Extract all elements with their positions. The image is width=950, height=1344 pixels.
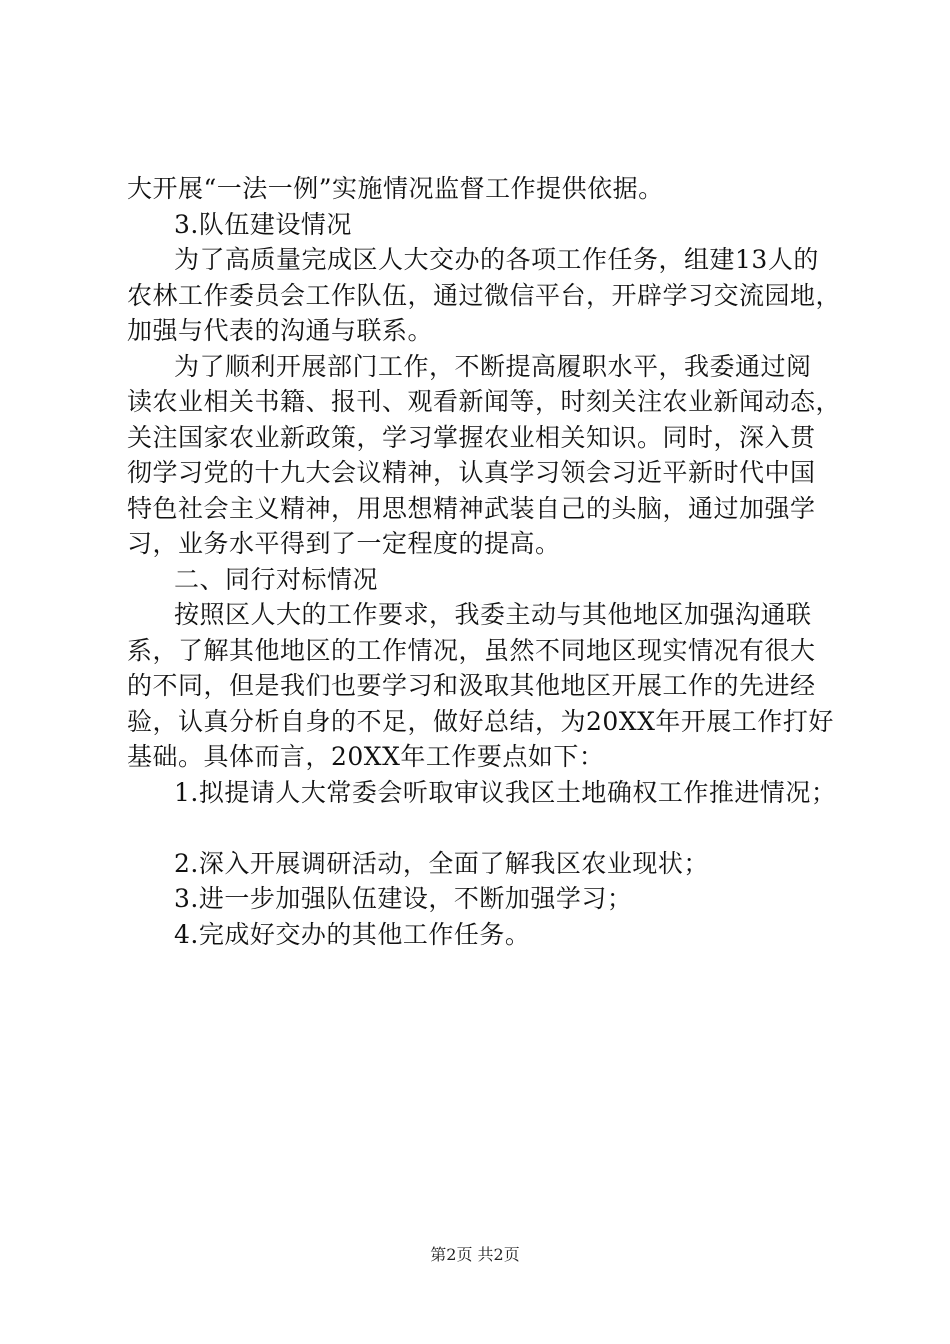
paragraph-line: 大开展“一法一例”实施情况监督工作提供依据。 [127,174,664,203]
paragraph-line: 验，认真分析自身的不足，做好总结，为20XX年开展工作打好 [127,707,834,736]
paragraph-line: 农林工作委员会工作队伍，通过微信平台，开辟学习交流园地， [127,281,842,310]
paragraph-line: 为了高质量完成区人大交办的各项工作任务，组建13人的 [174,245,819,274]
list-item: 3.进一步加强队伍建设，不断加强学习； [174,884,633,913]
paragraph-line: 为了顺利开展部门工作，不断提高履职水平，我委通过阅 [174,352,812,381]
list-item: 4.完成好交办的其他工作任务。 [174,920,531,949]
section-heading: 3.队伍建设情况 [174,210,352,239]
paragraph-line: 习，业务水平得到了一定程度的提高。 [127,529,561,558]
paragraph-line: 基础。具体而言，20XX年工作要点如下： [127,742,605,771]
page-footer: 第2页 共2页 [430,1245,520,1264]
list-item: 1.拟提请人大常委会听取审议我区土地确权工作推进情况； [174,778,837,807]
list-item: 2.深入开展调研活动，全面了解我区农业现状； [174,849,709,878]
section-heading: 二、同行对标情况 [174,565,379,594]
paragraph-line: 加强与代表的沟通与联系。 [127,316,434,345]
paragraph-line: 关注国家农业新政策，学习掌握农业相关知识。同时，深入贯 [127,423,816,452]
paragraph-line: 读农业相关书籍、报刊、观看新闻等，时刻关注农业新闻动态， [127,387,842,416]
paragraph-line: 的不同，但是我们也要学习和汲取其他地区开展工作的先进经 [127,671,816,700]
paragraph-line: 按照区人大的工作要求，我委主动与其他地区加强沟通联 [174,600,812,629]
paragraph-line: 特色社会主义精神，用思想精神武装自己的头脑，通过加强学 [127,494,816,523]
paragraph-line: 系，了解其他地区的工作情况，虽然不同地区现实情况有很大 [127,636,816,665]
paragraph-line: 彻学习党的十九大会议精神，认真学习领会习近平新时代中国 [127,458,816,487]
